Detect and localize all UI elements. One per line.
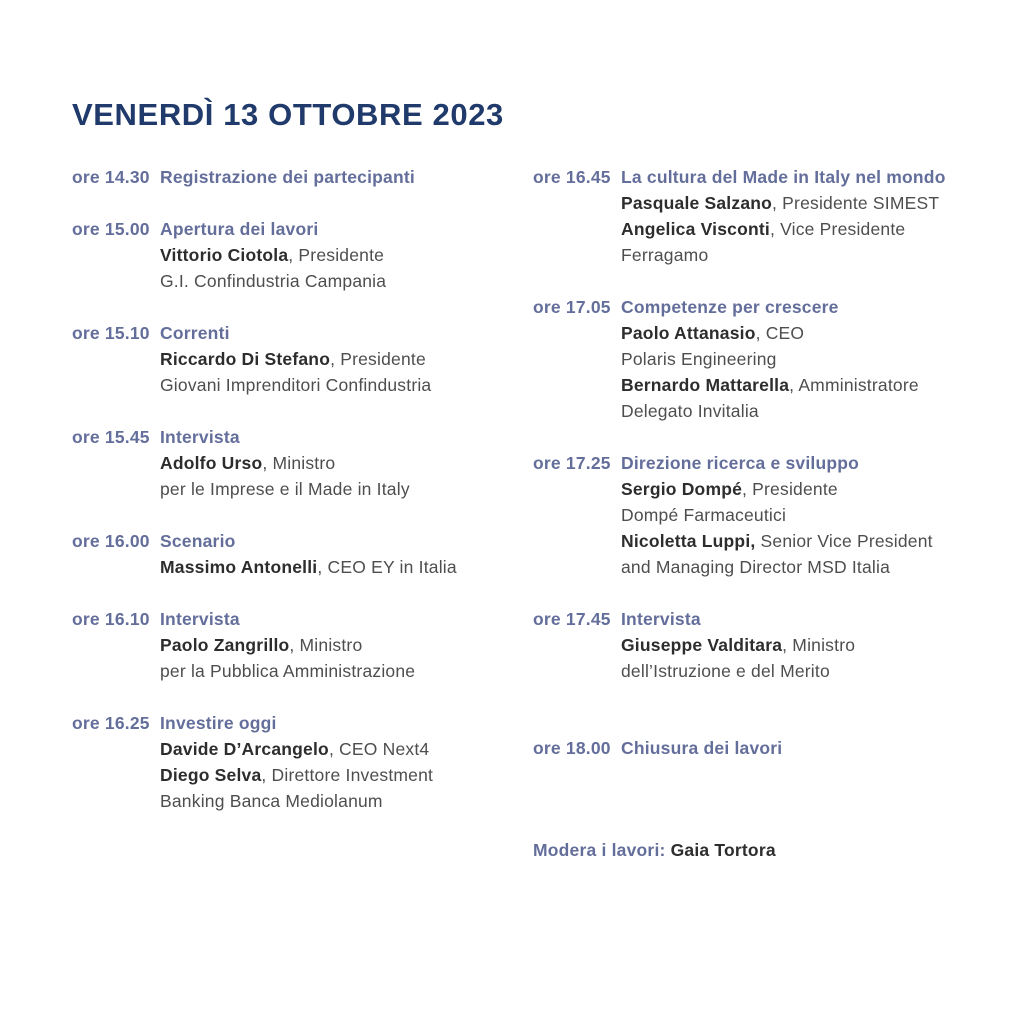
speaker-role: , Amministratore	[789, 375, 919, 395]
agenda-item-title: Chiusura dei lavori	[621, 738, 783, 758]
agenda-item-content	[160, 528, 527, 580]
agenda-item-time: ore 14.30	[72, 167, 150, 187]
agenda-item-title: Intervista	[160, 609, 240, 629]
agenda-item-time: ore 16.25	[72, 713, 150, 733]
speaker-name: Paolo Attanasio	[621, 323, 756, 343]
agenda-line	[160, 658, 527, 684]
agenda-column-left	[72, 164, 527, 814]
speaker-name: Davide D’Arcangelo	[160, 739, 329, 759]
agenda-item-title: Scenario	[160, 531, 236, 551]
speaker-role: , CEO	[755, 323, 805, 343]
speaker-role: Senior Vice President	[755, 531, 933, 551]
agenda-line	[160, 788, 527, 814]
agenda-line	[160, 476, 527, 502]
agenda-line	[160, 268, 527, 294]
agenda-line	[160, 242, 527, 268]
moderator-name: Gaia Tortora	[670, 840, 776, 860]
speaker-role: , Presidente	[288, 245, 385, 265]
speaker-name: Vittorio Ciotola	[160, 245, 289, 265]
speaker-name: Adolfo Urso	[160, 453, 263, 473]
agenda-item-content	[160, 216, 527, 294]
agenda-item-content	[160, 710, 527, 814]
agenda-line	[621, 372, 1008, 398]
agenda-line	[621, 554, 1008, 580]
agenda-item	[72, 606, 527, 684]
agenda-line	[160, 346, 527, 372]
speaker-name: Diego Selva	[160, 765, 262, 785]
agenda-item-time: ore 17.05	[533, 297, 611, 317]
agenda-item-title: Intervista	[621, 609, 701, 629]
agenda-item-content	[621, 164, 1008, 268]
agenda-item	[72, 320, 527, 398]
speaker-role: Giovani Imprenditori Confindustria	[160, 375, 432, 395]
speaker-role: Ferragamo	[621, 245, 709, 265]
agenda-item-time: ore 17.45	[533, 609, 611, 629]
agenda-line	[160, 372, 527, 398]
speaker-role: , Presidente	[330, 349, 426, 369]
agenda-item-time: ore 16.00	[72, 531, 150, 551]
agenda-item-time: ore 17.25	[533, 453, 611, 473]
moderator-line	[533, 837, 1008, 863]
agenda-item-time: ore 15.10	[72, 323, 150, 343]
agenda-item-title: Direzione ricerca e sviluppo	[621, 453, 860, 473]
agenda-item-time: ore 15.00	[72, 219, 150, 239]
speaker-name: Nicoletta Luppi,	[621, 531, 756, 551]
agenda-item	[72, 216, 527, 294]
agenda-line	[621, 320, 1008, 346]
agenda-item	[533, 164, 1008, 268]
agenda-item-time: ore 15.45	[72, 427, 150, 447]
agenda-item	[533, 450, 1008, 580]
agenda-item-content	[621, 450, 1008, 580]
agenda-item-title: Intervista	[160, 427, 240, 447]
agenda-item	[72, 710, 527, 814]
agenda-item-title: Correnti	[160, 323, 230, 343]
agenda-line	[621, 632, 1008, 658]
agenda-list-left	[72, 164, 527, 814]
agenda-item-title: Investire oggi	[160, 713, 277, 733]
speaker-role: , Presidente	[742, 479, 838, 499]
speaker-role: , Ministro	[262, 453, 336, 473]
speaker-role: dell’Istruzione e del Merito	[621, 661, 830, 681]
speaker-role: , Vice Presidente	[769, 219, 906, 239]
agenda-item	[72, 424, 527, 502]
agenda-line	[160, 762, 527, 788]
speaker-name: Riccardo Di Stefano	[160, 349, 331, 369]
agenda-line	[621, 476, 1008, 502]
speaker-role: per la Pubblica Amministrazione	[160, 661, 416, 681]
agenda-line	[621, 658, 1008, 684]
speaker-role: Dompé Farmaceutici	[621, 505, 787, 525]
speaker-role: , Ministro	[289, 635, 363, 655]
speaker-name: Sergio Dompé	[621, 479, 743, 499]
speaker-role: , Ministro	[782, 635, 856, 655]
agenda-item-content	[621, 606, 1008, 684]
agenda-column-right	[533, 164, 1008, 863]
page-title: VENERDÌ 13 OTTOBRE 2023	[72, 97, 504, 132]
agenda-item-content	[621, 735, 1008, 761]
agenda-item-content	[160, 320, 527, 398]
agenda-item-time: ore 16.10	[72, 609, 150, 629]
speaker-role: and Managing Director MSD Italia	[621, 557, 891, 577]
speaker-role: , CEO Next4	[328, 739, 430, 759]
speaker-name: Massimo Antonelli	[160, 557, 318, 577]
agenda-item-content	[621, 294, 1008, 424]
agenda-line	[621, 190, 1008, 216]
agenda-item-title: Apertura dei lavori	[160, 219, 319, 239]
agenda-item	[72, 164, 527, 190]
speaker-role: , CEO EY in Italia	[317, 557, 457, 577]
agenda-line	[621, 346, 1008, 372]
agenda-line	[160, 736, 527, 762]
speaker-role: Banking Banca Mediolanum	[160, 791, 383, 811]
agenda-item-time: ore 16.45	[533, 167, 611, 187]
agenda-item-title: Competenze per crescere	[621, 297, 839, 317]
agenda-item	[533, 735, 1008, 761]
agenda-item	[72, 528, 527, 580]
agenda-item-title: La cultura del Made in Italy nel mondo	[621, 167, 946, 187]
speaker-role: , Direttore Investment	[261, 765, 434, 785]
agenda-item	[533, 294, 1008, 424]
speaker-role: per le Imprese e il Made in Italy	[160, 479, 410, 499]
agenda-line	[621, 502, 1008, 528]
agenda-item	[533, 606, 1008, 684]
agenda-line	[160, 554, 527, 580]
agenda-line	[160, 632, 527, 658]
speaker-name: Giuseppe Valditara	[621, 635, 783, 655]
speaker-role: Delegato Invitalia	[621, 401, 759, 421]
speaker-name: Pasquale Salzano	[621, 193, 773, 213]
speaker-role: G.I. Confindustria Campania	[160, 271, 387, 291]
speaker-name: Paolo Zangrillo	[160, 635, 290, 655]
moderator-label: Modera i lavori:	[533, 840, 671, 860]
speaker-role: Polaris Engineering	[621, 349, 777, 369]
agenda-list-right	[533, 164, 1008, 761]
agenda-item-time: ore 18.00	[533, 738, 611, 758]
agenda-line	[621, 398, 1008, 424]
agenda-line	[621, 528, 1008, 554]
speaker-role: , Presidente SIMEST	[772, 193, 940, 213]
agenda-item-content	[160, 424, 527, 502]
agenda-item-content	[160, 164, 527, 190]
agenda-line	[160, 450, 527, 476]
speaker-name: Bernardo Mattarella	[621, 375, 790, 395]
agenda-item-content	[160, 606, 527, 684]
agenda-item-title: Registrazione dei partecipanti	[160, 167, 415, 187]
agenda-line	[621, 216, 1008, 242]
agenda-line	[621, 242, 1008, 268]
speaker-name: Angelica Visconti	[621, 219, 770, 239]
